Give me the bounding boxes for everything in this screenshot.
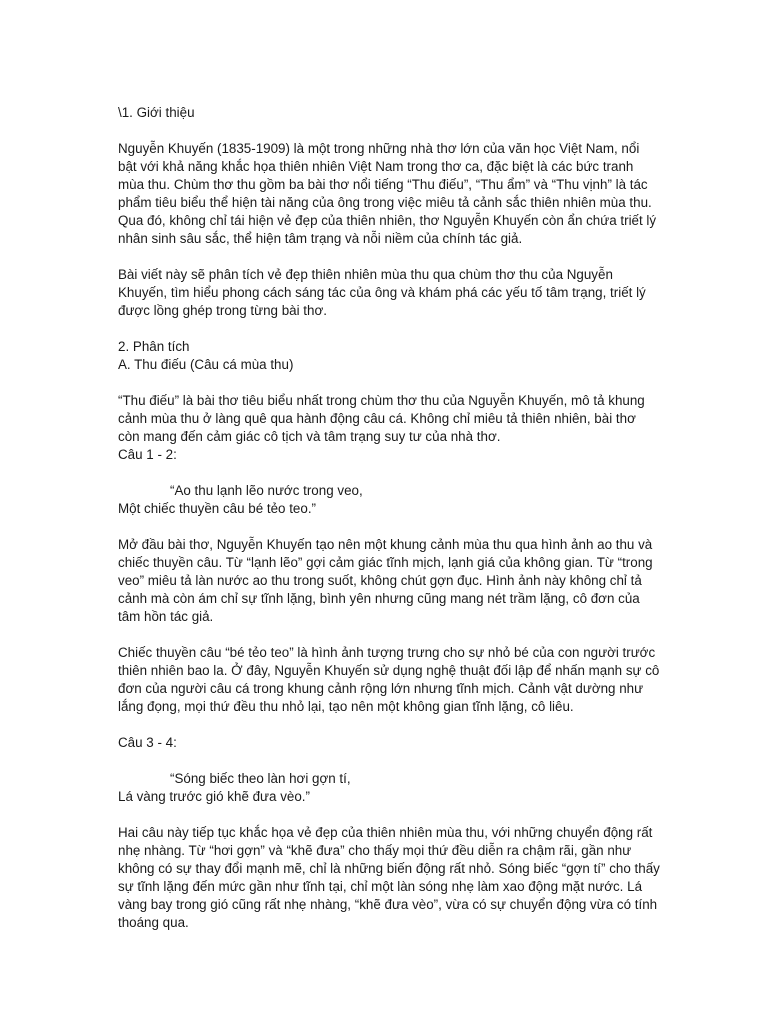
spacer (118, 518, 660, 536)
analysis-paragraph-3: Chiếc thuyền câu “bé tẻo teo” là hình ảnh tượng trưng cho sự nhỏ bé của con người trước thiên nhiên bao la. Ở đây, Nguyễn Khuyến sử dụng nghệ thuật đối lập để nhấn mạnh sự cô đơn của người câu cá trong khung cảnh rộng lớn nhưng tĩnh mịch. Cảnh vật dường như lắng đọng, mọi thứ đều thu nhỏ lại, tạo nên một không gian tĩnh lặng, cô liêu. (118, 645, 660, 714)
spacer (118, 122, 660, 140)
verse-label-2: Câu 3 - 4: (118, 735, 177, 750)
analysis-paragraph-2: Mở đầu bài thơ, Nguyễn Khuyến tạo nên một khung cảnh mùa thu qua hình ảnh ao thu và chiếc thuyền câu. Từ “lạnh lẽo” gợi cảm giác tĩnh mịch, lạnh giá của không gian. Từ “trong veo” miêu tả làn nước ao thu trong suốt, không chút gợn đục. Hình ảnh này không chỉ tả cảnh mà còn ám chỉ sự tĩnh lặng, bình yên nhưng cũng mang nét trầm lặng, cô đơn của tâm hồn tác giả. (118, 537, 653, 624)
verse-2-line-2: Lá vàng trước gió khẽ đưa vèo.” (118, 789, 310, 804)
spacer (118, 248, 660, 266)
spacer (118, 320, 660, 338)
spacer (118, 716, 660, 734)
spacer (118, 752, 660, 770)
subsection-heading-a: A. Thu điếu (Câu cá mùa thu) (118, 357, 294, 372)
spacer (118, 806, 660, 824)
section-heading-intro: \1. Giới thiệu (118, 105, 195, 120)
intro-paragraph-2: Bài viết này sẽ phân tích vẻ đẹp thiên nhiên mùa thu qua chùm thơ thu của Nguyễn Khuyến, tìm hiểu phong cách sáng tác của ông và khám phá các yếu tố tâm trạng, triết lý được lồng ghép trong từng bài thơ. (118, 267, 646, 318)
spacer (118, 464, 660, 482)
section-heading-analysis: 2. Phân tích (118, 339, 190, 354)
verse-2-line-1: “Sóng biếc theo làn hơi gợn tí, (170, 771, 351, 786)
verse-label-1: Câu 1 - 2: (118, 447, 177, 462)
verse-1-line-2: Một chiếc thuyền câu bé tẻo teo.” (118, 501, 317, 516)
intro-paragraph-1: Nguyễn Khuyến (1835-1909) là một trong những nhà thơ lớn của văn học Việt Nam, nổi bật với khả năng khắc họa thiên nhiên Việt Nam trong thơ ca, đặc biệt là các bức tranh mùa thu. Chùm thơ thu gồm ba bài thơ nổi tiếng “Thu điếu”, “Thu ẩm” và “Thu vịnh” là tác phẩm tiêu biểu thể hiện tài năng của ông trong việc miêu tả cảnh sắc thiên nhiên mùa thu. Qua đó, không chỉ tái hiện vẻ đẹp của thiên nhiên, thơ Nguyễn Khuyến còn ẩn chứa triết lý nhân sinh sâu sắc, thể hiện tâm trạng và nỗi niềm của chính tác giả. (118, 141, 657, 246)
analysis-paragraph-1: “Thu điếu” là bài thơ tiêu biểu nhất trong chùm thơ thu của Nguyễn Khuyến, mô tả khung cảnh mùa thu ở làng quê qua hành động câu cá. Không chỉ miêu tả thiên nhiên, bài thơ còn mang đến cảm giác cô tịch và tâm trạng suy tư của nhà thơ. (118, 393, 645, 444)
spacer (118, 626, 660, 644)
verse-1-line-1: “Ao thu lạnh lẽo nước trong veo, (170, 483, 363, 498)
analysis-paragraph-4: Hai câu này tiếp tục khắc họa vẻ đẹp của thiên nhiên mùa thu, với những chuyển động rất nhẹ nhàng. Từ “hơi gợn” và “khẽ đưa” cho thấy mọi thứ đều diễn ra chậm rãi, gần như không có sự thay đổi mạnh mẽ, chỉ là những biến động rất nhỏ. Sóng biếc “gợn tí” cho thấy sự tĩnh lặng đến mức gần như tĩnh tại, chỉ một làn sóng nhẹ làm xao động mặt nước. Lá vàng bay trong gió cũng rất nhẹ nhàng, “khẽ đưa vèo”, vừa có sự chuyển động vừa có tính thoáng qua. (118, 825, 660, 930)
document-body (118, 104, 660, 932)
spacer (118, 374, 660, 392)
